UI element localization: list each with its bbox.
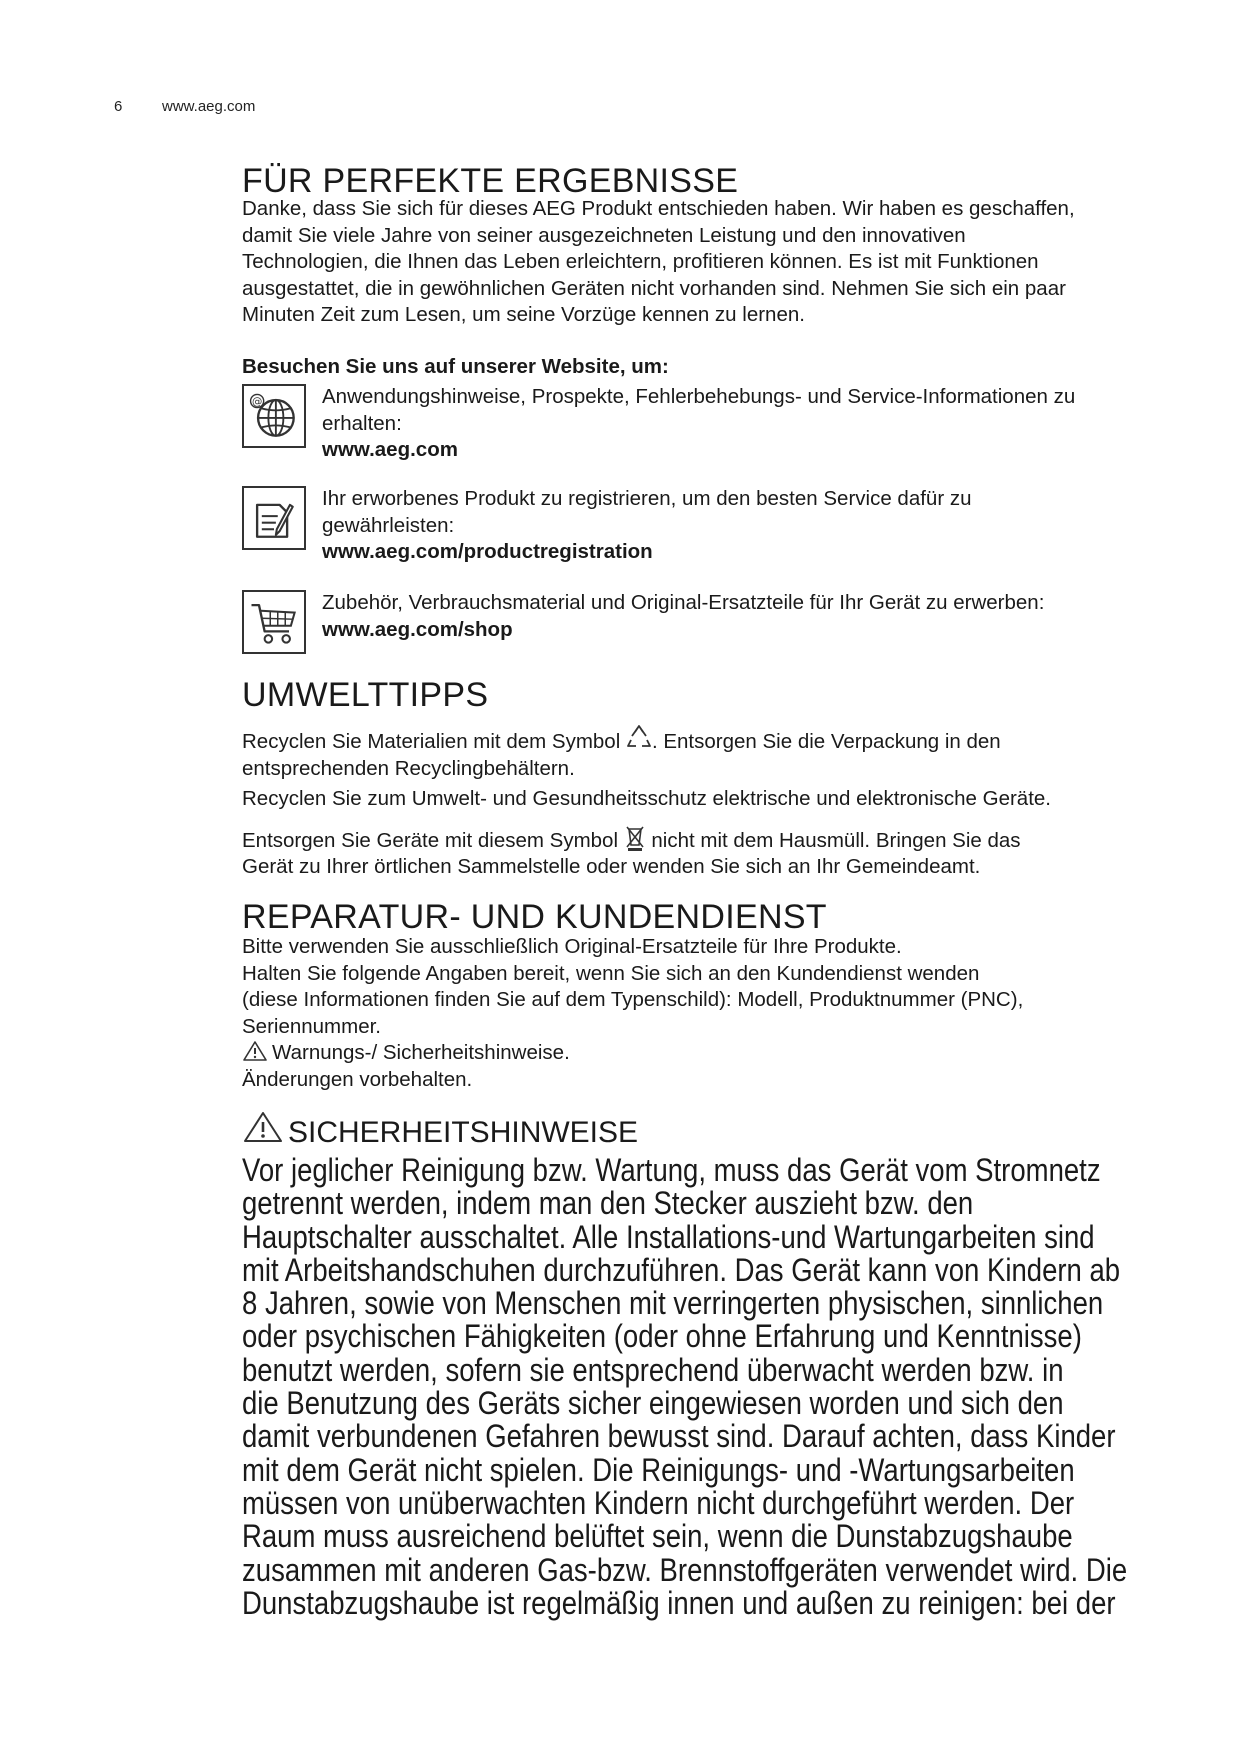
- service-paragraph: [242, 934, 1157, 1093]
- header-url[interactable]: www.aeg.com: [162, 98, 256, 115]
- info-row-registration: [242, 486, 1162, 563]
- safety-line: benutzt werden, sofern sie entsprechend überwacht werden bzw. in: [242, 1351, 1064, 1388]
- intro-line: ausgestattet, die in gewöhnlichen Geräten nicht vorhanden sind. Nehmen Sie sich ein paar: [242, 276, 1066, 300]
- info-line: erhalten:: [322, 411, 402, 435]
- section-title-ergebnisse: FÜR PERFEKTE ERGEBNISSE: [242, 162, 739, 200]
- service-line: (diese Informationen finden Sie auf dem Typenschild): Modell, Produktnummer (PNC),: [242, 988, 1024, 1011]
- section-title-sicherheit: SICHERHEITSHINWEISE: [242, 1110, 638, 1150]
- globe-icon: [242, 384, 306, 448]
- intro-line: Minuten Zeit zum Lesen, um seine Vorzüge kennen zu lernen.: [242, 303, 805, 326]
- safety-line: getrennt werden, indem man den Stecker auszieht bzw. den: [242, 1185, 974, 1222]
- intro-paragraph: [242, 196, 1157, 329]
- section-title-reparatur: REPARATUR- UND KUNDENDIENST: [242, 898, 827, 936]
- environment-paragraph: [242, 724, 1157, 881]
- service-line: Halten Sie folgende Angaben bereit, wenn Sie sich an den Kundendienst wenden: [242, 961, 980, 985]
- service-line: Bitte verwenden Sie ausschließlich Original-Ersatzteile für Ihre Produkte.: [242, 935, 902, 958]
- safety-line: Dunstabzugshaube ist regelmäßig innen und außen zu reinigen: bei der: [242, 1584, 1116, 1621]
- safety-line: müssen von unüberwachten Kindern nicht durchgeführt werden. Der: [242, 1484, 1075, 1521]
- safety-line: Vor jeglicher Reinigung bzw. Wartung, muss das Gerät vom Stromnetz: [242, 1152, 1101, 1188]
- info-line: gewährleisten:: [322, 513, 455, 537]
- link-productregistration[interactable]: www.aeg.com/productregistration: [322, 540, 653, 563]
- env-line: Entsorgen Sie Geräte mit diesem Symbol nicht mit dem Hausmüll. Bringen Sie das: [242, 823, 1157, 855]
- safety-line: die Benutzung des Geräts sicher eingewiesen worden und sich den: [242, 1385, 1064, 1422]
- page-number: 6: [114, 98, 123, 115]
- intro-line: damit Sie viele Jahre von seiner ausgezeichneten Leistung und den innovativen: [242, 223, 966, 247]
- info-text-website: [322, 384, 1162, 464]
- recycling-icon: [626, 724, 652, 752]
- warning-icon: [242, 1040, 268, 1062]
- safety-line: zusammen mit anderen Gas-bzw. Brennstoffgeräten verwendet wird. Die: [242, 1551, 1128, 1588]
- page-header: [114, 98, 255, 115]
- section-title-umwelttipps: UMWELTTIPPS: [242, 676, 489, 714]
- safety-line: 8 Jahren, sowie von Menschen mit verringerten physischen, sinnlichen: [242, 1285, 1104, 1322]
- env-line: Recyclen Sie Materialien mit dem Symbol . Entsorgen Sie die Verpackung in den: [242, 724, 1157, 756]
- env-line: Gerät zu Ihrer örtlichen Sammelstelle oder wenden Sie sich an Ihr Gemeindeamt.: [242, 855, 981, 878]
- env-line: entsprechenden Recyclingbehältern.: [242, 756, 575, 780]
- service-warning-line: Warnungs-/ Sicherheitshinweise.: [242, 1040, 1157, 1067]
- visit-title: Besuchen Sie uns auf unserer Website, um:: [242, 355, 669, 378]
- link-shop[interactable]: www.aeg.com/shop: [322, 617, 513, 641]
- svg-text:@: @: [251, 395, 263, 408]
- info-text-shop: [322, 590, 1162, 643]
- crossed-bin-icon: [624, 823, 646, 851]
- safety-line: mit dem Gerät nicht spielen. Die Reinigungs- und -Wartungsarbeiten: [242, 1451, 1075, 1488]
- intro-line: Danke, dass Sie sich für dieses AEG Produkt entschieden haben. Wir haben es geschaffen,: [242, 197, 1075, 220]
- safety-line: Hauptschalter ausschaltet. Alle Installations-und Wartungarbeiten sind: [242, 1218, 1095, 1255]
- safety-paragraph: [242, 1154, 1167, 1620]
- info-row-website: [242, 384, 1162, 461]
- info-line: Zubehör, Verbrauchsmaterial und Original-Ersatzteile für Ihr Gerät zu erwerben:: [322, 591, 1045, 614]
- info-line: Ihr erworbenes Produkt zu registrieren, um den besten Service dafür zu: [322, 487, 972, 510]
- safety-line: damit verbundenen Gefahren bewusst sind. Darauf achten, dass Kinder: [242, 1418, 1116, 1455]
- shopping-cart-icon: [242, 590, 306, 654]
- warning-icon: [242, 1110, 284, 1144]
- link-aeg-com[interactable]: www.aeg.com: [322, 438, 458, 461]
- registration-icon: [242, 486, 306, 550]
- service-line: Änderungen vorbehalten.: [242, 1067, 473, 1091]
- info-line: Anwendungshinweise, Prospekte, Fehlerbehebungs- und Service-Informationen zu: [322, 385, 1076, 408]
- info-text-registration: [322, 486, 1162, 566]
- info-row-shop: [242, 590, 1162, 660]
- safety-line: Raum muss ausreichend belüftet sein, wenn die Dunstabzugshaube: [242, 1518, 1073, 1555]
- safety-line: mit Arbeitshandschuhen durchzuführen. Das Gerät kann von Kindern ab: [242, 1251, 1121, 1288]
- service-line: Seriennummer.: [242, 1014, 382, 1038]
- intro-line: Technologien, die Ihnen das Leben erleichtern, profitieren können. Es ist mit Funktionen: [242, 250, 1039, 273]
- env-line: Recyclen Sie zum Umwelt- und Gesundheitsschutz elektrische und elektronische Geräte.: [242, 787, 1051, 810]
- safety-line: oder psychischen Fähigkeiten (oder ohne Erfahrung und Kenntnisse): [242, 1318, 1082, 1355]
